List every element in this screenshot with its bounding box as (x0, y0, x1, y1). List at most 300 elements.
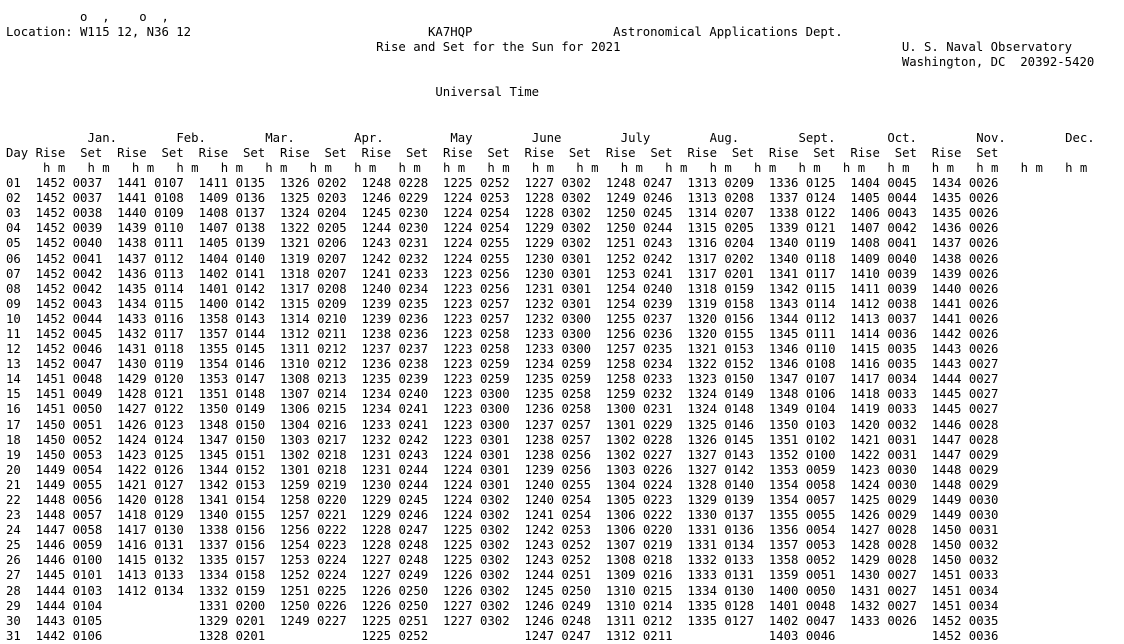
sunset-time: 0145 (724, 432, 755, 447)
sunset-time: 0302 (479, 613, 510, 628)
sunrise-time: 1244 (524, 568, 555, 583)
sunrise-time: 1331 (687, 538, 717, 553)
sunset-time: 0213 (317, 372, 347, 387)
rise-column-label: Rise (850, 145, 880, 160)
sunset-time: 0156 (235, 523, 266, 538)
sunset-time: 0214 (317, 387, 347, 402)
sunrise-time: 1439 (117, 221, 147, 236)
day-number: 30 (6, 613, 21, 628)
sunrise-time: 1445 (35, 568, 66, 583)
sunrise-time: 1225 (442, 538, 473, 553)
sunrise-time: 1223 (442, 387, 473, 402)
sunset-time: 0043 (72, 296, 103, 311)
sunset-time: 0118 (805, 251, 836, 266)
sunrise-time: 1258 (605, 372, 636, 387)
sunrise-time: 1353 (198, 372, 229, 387)
sunset-time: 0027 (968, 387, 999, 402)
sunset-time: 0028 (968, 417, 999, 432)
sunset-time: 0117 (154, 326, 184, 341)
sunrise-time: 1417 (850, 372, 880, 387)
sunrise-time: 1308 (605, 553, 636, 568)
sunrise-time: 1302 (605, 447, 636, 462)
sunrise-time: 1452 (35, 326, 66, 341)
sunrise-time: 1346 (768, 357, 799, 372)
sunset-time: 0233 (642, 372, 673, 387)
sunrise-time: 1431 (117, 342, 147, 357)
sunrise-time: 1229 (524, 236, 555, 251)
sunset-time: 0219 (317, 477, 347, 492)
sunrise-time: 1323 (687, 372, 717, 387)
sunrise-time: 1432 (117, 326, 147, 341)
sunset-time: 0247 (642, 176, 673, 191)
sunset-time: 0131 (154, 538, 184, 553)
day-number: 03 (6, 206, 21, 221)
sunset-time: 0038 (887, 296, 917, 311)
observatory-address: Washington, DC 20392-5420 (901, 55, 1095, 70)
sunrise-time: 1228 (361, 523, 392, 538)
rise-units-label: h m (754, 160, 777, 175)
day-number: 22 (6, 493, 21, 507)
sunrise-time: 1235 (524, 387, 555, 402)
sunset-time: 0149 (724, 387, 755, 402)
sunset-time: 0208 (724, 191, 755, 206)
sunset-time: 0050 (72, 402, 103, 417)
sunset-time: 0057 (805, 493, 836, 507)
rise-column-label: Rise (442, 145, 473, 160)
sunset-time: 0146 (235, 357, 266, 372)
sunset-time: 0049 (72, 387, 103, 402)
sunset-time: 0258 (561, 402, 592, 417)
sunset-time: 0256 (561, 447, 592, 462)
day-number: 19 (6, 447, 21, 462)
sunrise-time: 1406 (850, 206, 880, 221)
sunset-time: 0150 (235, 417, 266, 432)
sunrise-time: 1408 (198, 206, 229, 221)
sunset-time: 0026 (968, 221, 999, 236)
sunrise-time: 1340 (768, 236, 799, 251)
sunset-time: 0026 (968, 191, 999, 206)
table-row (6, 493, 998, 507)
sunset-time: 0026 (968, 251, 999, 266)
sunrise-time: 1225 (442, 176, 473, 191)
sunrise-time: 1328 (198, 628, 229, 643)
sunrise-time: 1306 (605, 523, 636, 538)
sunset-time: 0241 (398, 417, 429, 432)
day-number: 20 (6, 462, 21, 477)
day-number: 15 (6, 387, 21, 402)
rise-units-label: h m (576, 160, 599, 175)
sunrise-time: 1433 (850, 613, 880, 628)
sunrise-time: 1309 (605, 568, 636, 583)
sunrise-time: 1234 (361, 402, 392, 417)
sunrise-time: 1224 (442, 236, 473, 251)
day-number: 29 (6, 598, 21, 613)
table-row (6, 478, 998, 492)
sunset-time: 0245 (642, 206, 673, 221)
sunset-time: 0256 (480, 281, 510, 296)
sunset-time: 0258 (561, 387, 592, 402)
sunset-time: 0159 (724, 281, 755, 296)
sunset-time: 0218 (317, 447, 347, 462)
day-number: 31 (6, 628, 21, 643)
day-number: 13 (6, 357, 21, 372)
sunrise-time: 1358 (768, 553, 799, 568)
sunset-time: 0302 (480, 568, 510, 583)
sunset-time: 0028 (887, 523, 917, 538)
sunrise-time: 1451 (35, 372, 66, 387)
sunrise-time: 1241 (524, 508, 555, 523)
sunrise-time: 1447 (35, 523, 66, 538)
sunset-time: 0039 (72, 221, 103, 236)
sunrise-time: 1224 (442, 191, 473, 206)
sunset-time: 0302 (561, 191, 592, 206)
sunrise-time: 1250 (605, 206, 636, 221)
sunset-time: 0128 (724, 598, 755, 613)
sunset-time: 0302 (561, 206, 592, 221)
sunrise-time: 1256 (605, 326, 636, 341)
sunset-time: 0039 (887, 266, 917, 281)
sunset-time: 0132 (154, 553, 184, 568)
sunrise-time: 1359 (768, 568, 799, 583)
sunset-time: 0223 (642, 493, 673, 507)
sunset-time: 0102 (805, 432, 836, 447)
sunset-time: 0244 (642, 221, 673, 236)
sunset-time: 0107 (805, 372, 836, 387)
sunrise-time: 1232 (524, 311, 555, 326)
sunset-time: 0026 (968, 326, 999, 341)
sunrise-time: 1223 (442, 402, 473, 417)
set-units-label: h m (442, 160, 466, 175)
sunset-time: 0031 (887, 432, 917, 447)
sunset-time: 0202 (724, 251, 755, 266)
sunrise-time: 1224 (442, 221, 473, 236)
sunrise-time: 1332 (198, 583, 229, 598)
sunrise-time: 1442 (931, 326, 962, 341)
table-row (6, 327, 998, 341)
set-units-label: h m (265, 160, 288, 175)
sunrise-time: 1243 (361, 236, 392, 251)
sunrise-time: 1304 (605, 477, 636, 492)
sunrise-time: 1257 (280, 508, 310, 523)
sunset-time: 0200 (235, 598, 266, 613)
sunrise-time: 1248 (361, 176, 392, 191)
sunset-time: 0254 (480, 206, 510, 221)
address-line (6, 55, 1094, 69)
sunrise-time: 1324 (687, 402, 717, 417)
sunrise-time: 1338 (198, 523, 229, 538)
sunset-time: 0205 (724, 221, 755, 236)
sunset-time: 0301 (561, 296, 592, 311)
sunrise-time: 1224 (442, 251, 473, 266)
sunset-time: 0255 (561, 477, 592, 492)
sunrise-time: 1357 (768, 538, 799, 553)
sunset-time: 0212 (317, 357, 347, 372)
sunrise-time: 1242 (361, 251, 392, 266)
sunset-time: 0107 (154, 176, 184, 191)
sunrise-time: 1311 (605, 613, 636, 628)
sunrise-time: 1441 (931, 296, 962, 311)
sunrise-time: 1415 (117, 553, 147, 568)
set-column-label: Set (813, 145, 836, 160)
sunrise-time: 1312 (605, 628, 636, 643)
sunrise-time: 1227 (361, 568, 392, 583)
sunrise-time: 1420 (850, 417, 880, 432)
sunrise-time: 1235 (361, 372, 392, 387)
sunset-time: 0047 (72, 357, 103, 372)
sunset-time: 0250 (398, 598, 429, 613)
sunrise-time: 1449 (931, 493, 962, 507)
sunset-time: 0156 (724, 311, 755, 326)
sunrise-time: 1237 (361, 342, 392, 357)
sunrise-time: 1424 (117, 432, 147, 447)
column-label-row (6, 146, 998, 160)
sunset-time: 0116 (154, 311, 184, 326)
sunrise-time: 1223 (442, 281, 473, 296)
sunset-time: 0238 (398, 357, 429, 372)
sunset-time: 0153 (724, 342, 755, 357)
set-column-label: Set (161, 145, 184, 160)
sunset-time: 0259 (561, 372, 592, 387)
sunset-time: 0104 (805, 402, 836, 417)
sunset-time: 0201 (235, 628, 266, 643)
sunrise-time: 1452 (35, 221, 66, 236)
sunrise-time: 1324 (687, 387, 717, 402)
sunset-time: 0215 (642, 583, 673, 598)
sunrise-time: 1239 (361, 311, 392, 326)
sunrise-time: 1319 (280, 251, 310, 266)
table-row (6, 236, 998, 250)
sunset-time: 0216 (317, 417, 347, 432)
sunset-time: 0111 (805, 326, 836, 341)
sunrise-time: 1317 (687, 251, 717, 266)
sunrise-time: 1439 (931, 266, 962, 281)
sunset-time: 0131 (724, 568, 755, 583)
sunrise-time: 1254 (605, 296, 636, 311)
sunset-time: 0135 (235, 176, 266, 191)
sunrise-time: 1329 (198, 613, 229, 628)
sunrise-time: 1223 (442, 432, 473, 447)
sunset-time: 0055 (72, 477, 103, 492)
set-column-label: Set (976, 145, 999, 160)
sunset-time: 0302 (561, 176, 592, 191)
sunrise-time: 1444 (931, 372, 962, 387)
sunset-time: 0249 (561, 598, 592, 613)
sunrise-time: 1342 (198, 477, 229, 492)
sunrise-time: 1246 (524, 613, 555, 628)
sunrise-time: 1330 (687, 508, 717, 523)
sunset-time: 0030 (968, 508, 999, 523)
sunset-time: 0103 (805, 417, 836, 432)
sunrise-time: 1326 (687, 432, 717, 447)
sunrise-time: 1405 (850, 191, 880, 206)
sunset-time: 0057 (72, 508, 103, 523)
sunrise-time: 1226 (361, 598, 392, 613)
sunrise-time: 1257 (605, 342, 636, 357)
sunset-time: 0126 (154, 462, 184, 477)
sunrise-time: 1452 (35, 191, 66, 206)
sunset-time: 0249 (398, 568, 429, 583)
sunrise-time: 1344 (198, 462, 229, 477)
sunset-time: 0302 (480, 523, 510, 538)
sunrise-time: 1328 (687, 477, 717, 492)
sunset-time: 0144 (235, 326, 266, 341)
sunset-time: 0152 (724, 357, 755, 372)
sunset-time: 0139 (235, 236, 266, 251)
sunrise-time: 1438 (931, 251, 962, 266)
sunrise-time: 1320 (687, 326, 717, 341)
sunrise-time: 1259 (280, 477, 310, 492)
rise-column-label: Rise (117, 145, 147, 160)
sunrise-time: 1331 (687, 523, 717, 538)
rise-set-table (6, 131, 1124, 643)
sunset-time: 0109 (154, 206, 184, 221)
sunrise-time: 1238 (524, 432, 555, 447)
sunrise-time: 1447 (931, 447, 962, 462)
month-header: Feb. (176, 130, 206, 145)
sunset-time: 0052 (805, 553, 836, 568)
sunset-time: 0247 (561, 628, 592, 643)
sunrise-time: 1225 (442, 553, 473, 568)
sunset-time: 0151 (235, 447, 266, 462)
sunset-time: 0236 (398, 326, 429, 341)
sunrise-time: 1244 (361, 221, 392, 236)
sunset-time: 0225 (317, 583, 347, 598)
sunrise-time: 1327 (687, 462, 717, 477)
sunset-time: 0029 (887, 508, 917, 523)
sunset-time: 0150 (724, 372, 755, 387)
sunset-time: 0032 (887, 417, 917, 432)
sunset-time: 0047 (805, 613, 836, 628)
sunrise-time: 1228 (524, 206, 555, 221)
sunrise-time: 1448 (931, 462, 962, 477)
table-row (6, 372, 998, 386)
sunset-time: 0141 (235, 266, 266, 281)
sunset-time: 0028 (968, 432, 999, 447)
sunset-time: 0035 (887, 342, 917, 357)
sunrise-time: 1444 (35, 583, 66, 598)
sunset-time: 0137 (724, 508, 755, 523)
table-row (6, 191, 998, 205)
sunrise-time: 1259 (605, 387, 636, 402)
sunrise-time: 1223 (442, 372, 473, 387)
sunrise-time: 1238 (361, 326, 392, 341)
sunrise-time: 1355 (768, 508, 799, 523)
sunset-time: 0302 (479, 598, 510, 613)
sunrise-time: 1423 (117, 447, 147, 462)
sunrise-time: 1338 (768, 206, 799, 221)
sunrise-time: 1229 (361, 508, 392, 523)
sunset-time: 0301 (561, 251, 592, 266)
sunset-time: 0051 (805, 568, 836, 583)
sunrise-time: 1322 (280, 221, 310, 236)
sunrise-time: 1443 (35, 613, 66, 628)
sunrise-time: 1326 (280, 176, 310, 191)
sunrise-time: 1234 (361, 387, 392, 402)
sunrise-time: 1352 (768, 447, 799, 462)
sunset-time: 0219 (642, 538, 673, 553)
sunrise-time: 1322 (687, 357, 717, 372)
sunrise-time: 1421 (117, 477, 147, 492)
month-header: Dec. (1065, 130, 1095, 145)
sunset-time: 0106 (805, 387, 836, 402)
sunset-time: 0106 (72, 628, 103, 643)
month-header: Nov. (976, 130, 1006, 145)
sunrise-time: 1304 (280, 417, 310, 432)
sunset-time: 0029 (968, 477, 999, 492)
sunset-time: 0122 (805, 206, 836, 221)
sunset-time: 0231 (642, 402, 673, 417)
day-number: 26 (6, 553, 21, 568)
sunset-time: 0040 (887, 251, 917, 266)
sunset-time: 0239 (642, 296, 673, 311)
sunrise-time: 1354 (768, 493, 799, 507)
sunset-time: 0212 (317, 342, 347, 357)
dept-name: Astronomical Applications Dept. (613, 25, 843, 40)
sunset-time: 0228 (642, 432, 673, 447)
sunset-time: 0125 (805, 176, 836, 191)
sunset-time: 0036 (887, 326, 917, 341)
sunrise-time: 1319 (687, 296, 717, 311)
sunset-time: 0211 (642, 628, 673, 643)
set-column-label: Set (324, 145, 347, 160)
sunrise-time: 1245 (524, 583, 555, 598)
sunrise-time: 1335 (687, 613, 717, 628)
day-number: 06 (6, 251, 21, 266)
sunrise-time: 1428 (117, 387, 147, 402)
day-number: 21 (6, 477, 21, 492)
sunrise-time: 1242 (524, 523, 555, 538)
sunrise-time: 1450 (35, 432, 66, 447)
day-number: 18 (6, 432, 21, 447)
sunset-time: 0228 (398, 176, 429, 191)
sunset-time: 0142 (235, 296, 266, 311)
sunrise-time: 1223 (442, 357, 473, 372)
sunrise-time: 1405 (198, 236, 229, 251)
set-column-label: Set (568, 145, 592, 160)
sunrise-time: 1347 (198, 432, 229, 447)
sunrise-time: 1418 (117, 508, 147, 523)
sunset-time: 0300 (480, 402, 510, 417)
sunrise-time: 1300 (605, 402, 636, 417)
sunset-time: 0045 (887, 176, 917, 191)
sunrise-time: 1224 (442, 477, 473, 492)
sunset-time: 0028 (887, 538, 917, 553)
sunrise-time: 1258 (280, 493, 310, 507)
sunrise-time: 1416 (117, 538, 147, 553)
sunrise-time: 1419 (850, 402, 880, 417)
sunset-time: 0027 (887, 583, 917, 598)
sunset-time: 0114 (805, 296, 836, 311)
sunset-time: 0156 (235, 538, 266, 553)
sunset-time: 0103 (72, 583, 103, 598)
sunrise-time: 1450 (931, 538, 962, 553)
sunset-time: 0244 (398, 462, 429, 477)
sunset-time: 0125 (154, 447, 184, 462)
day-number: 23 (6, 508, 21, 523)
station-callsign: KA7HQP (428, 25, 473, 40)
sunrise-time: 1249 (280, 613, 310, 628)
sunset-time: 0034 (968, 598, 999, 613)
sunset-time: 0253 (561, 523, 592, 538)
rise-column-label: Rise (605, 145, 636, 160)
sunset-time: 0301 (561, 266, 592, 281)
sunrise-time: 1413 (850, 311, 880, 326)
sunset-time: 0302 (561, 236, 592, 251)
month-header: Sept. (798, 130, 836, 145)
sunset-time: 0035 (887, 357, 917, 372)
sunset-time: 0037 (72, 191, 103, 206)
sunrise-time: 1223 (442, 417, 473, 432)
